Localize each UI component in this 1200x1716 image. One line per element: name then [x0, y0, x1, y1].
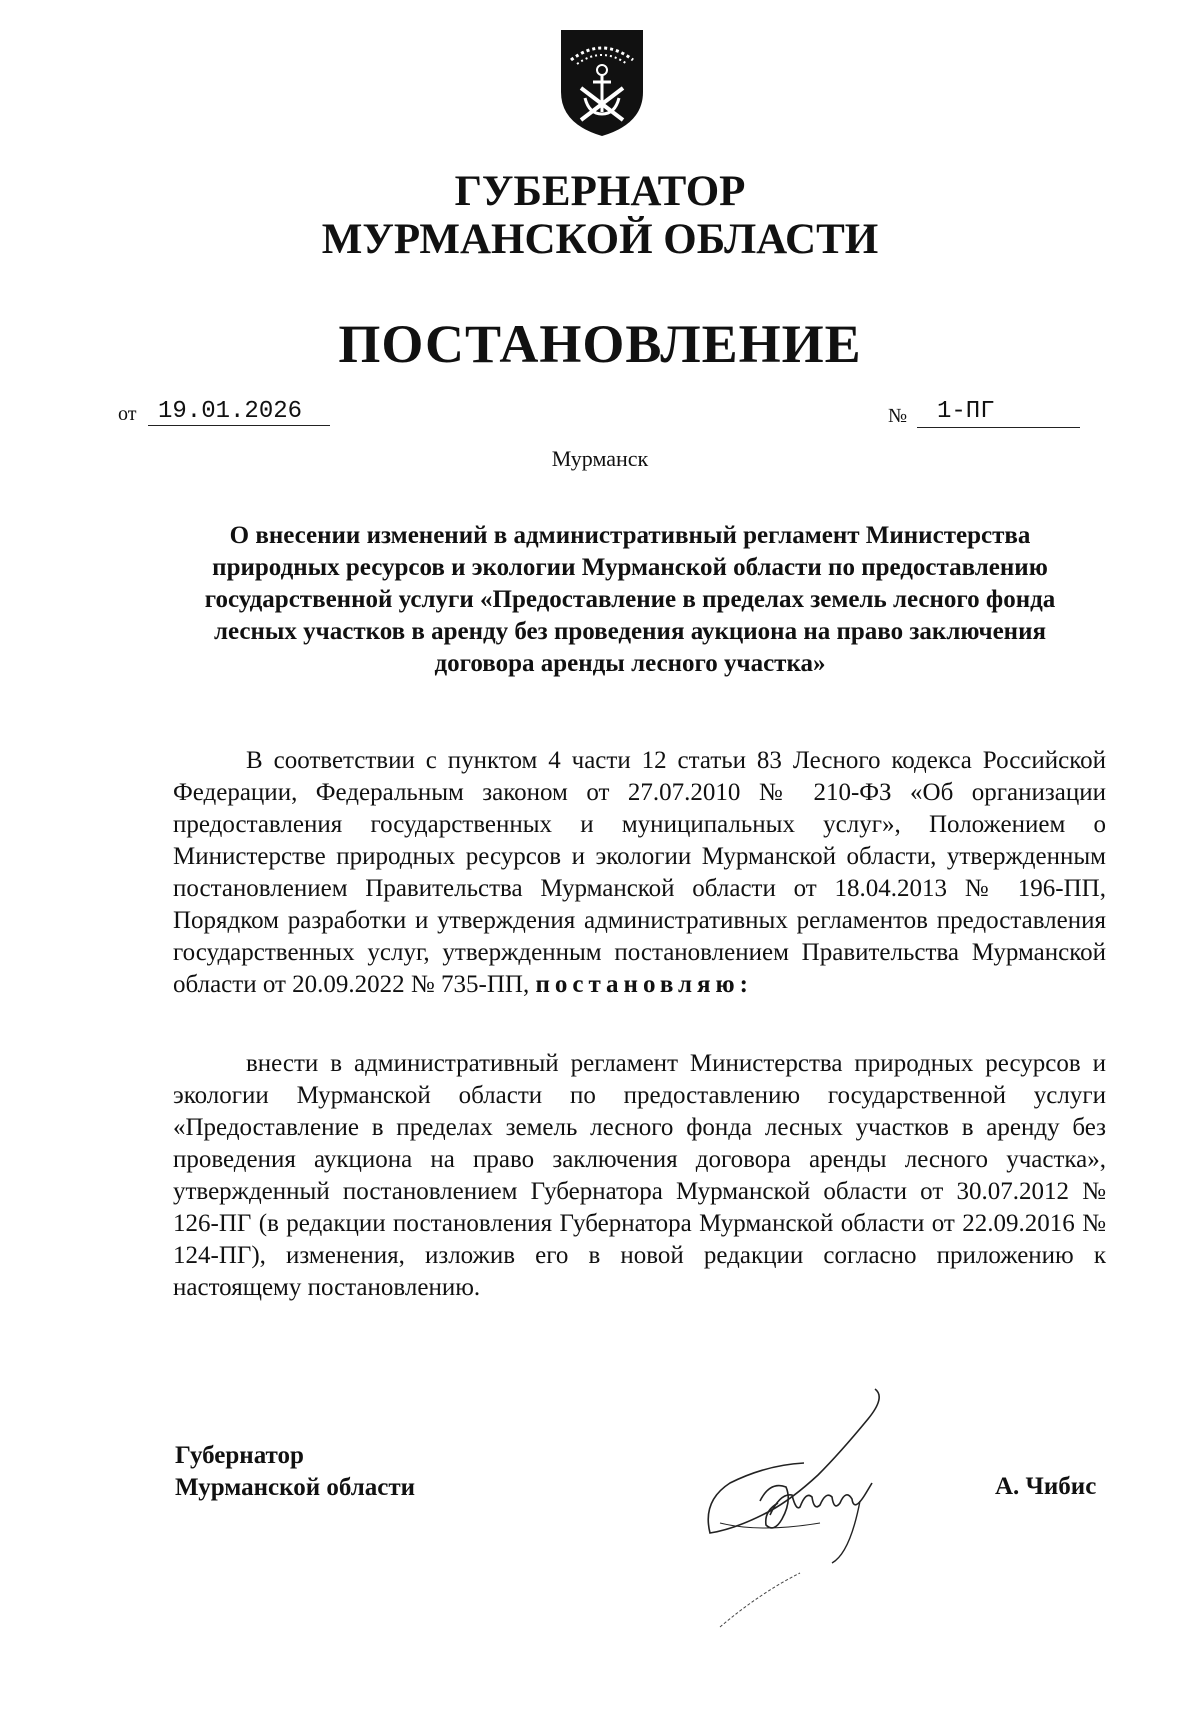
- coat-of-arms-emblem: [557, 26, 647, 138]
- resolution-keyword: постановляю:: [535, 971, 753, 998]
- number-underline: [917, 427, 1080, 428]
- city-name: Мурманск: [551, 446, 649, 471]
- document-subject: О внесении изменений в административный регламент Министерства природных ресурсов и экологии Мурманской области по предоставлению государственной услуги «Предоставление в пределах земель лесного фонда лесных участков в аренду без проведения аукциона на право заключения договора аренды лесного участка»: [204, 522, 1056, 677]
- resolution-paragraph: внести в административный регламент Министерства природных ресурсов и экологии Мурманской области по предоставлению государственной услуги «Предоставление в пределах земель лесного фонда лесных участков в аренду без проведения аукциона на право заключения договора аренды лесного участка», утвержденный постановлением Губернатора Мурманской области от 30.07.2012 № 126-ПГ (в редакции постановления Губернатора Мурманской области от 22.09.2016 № 124-ПГ), изменения, изложив его в новой редакции согласно приложению к настоящему постановлению.: [173, 1050, 1106, 1301]
- issuer-title-line2: МУРМАНСКОЙ ОБЛАСТИ: [321, 216, 879, 263]
- preamble-paragraph: [173, 745, 1106, 1001]
- date-label: от: [118, 403, 137, 425]
- document-number-value: 1-ПГ: [937, 398, 995, 425]
- signatory-name: А. Чибис: [995, 1473, 1097, 1500]
- preamble-text: В соответствии с пунктом 4 части 12 статьи 83 Лесного кодекса Российской Федерации, Федеральным законом от 27.07.2010 № 210-ФЗ «Об организации предоставления государственных и муниципальных услуг», Положением о Министерстве природных ресурсов и экологии Мурманской области, утвержденным постановлением Правительства Мурманской области от 18.04.2013 № 196-ПП, Порядком разработки и утверждения административных регламентов предоставления государственных услуг, утвержденным постановлением Правительства Мурманской области от 20.09.2022 № 735-ПП,: [173, 747, 1106, 998]
- signatory-title: [175, 1440, 415, 1504]
- signatory-title-line2: Мурманской области: [175, 1474, 416, 1501]
- date-underline: [148, 425, 330, 426]
- issuer-title-line1: ГУБЕРНАТОР: [454, 168, 746, 215]
- handwritten-signature: [700, 1383, 930, 1633]
- date-value: 19.01.2026: [158, 398, 303, 425]
- document-type-heading: ПОСТАНОВЛЕНИЕ: [338, 314, 862, 374]
- signatory-title-line1: Губернатор: [175, 1442, 304, 1469]
- number-label: №: [888, 405, 908, 427]
